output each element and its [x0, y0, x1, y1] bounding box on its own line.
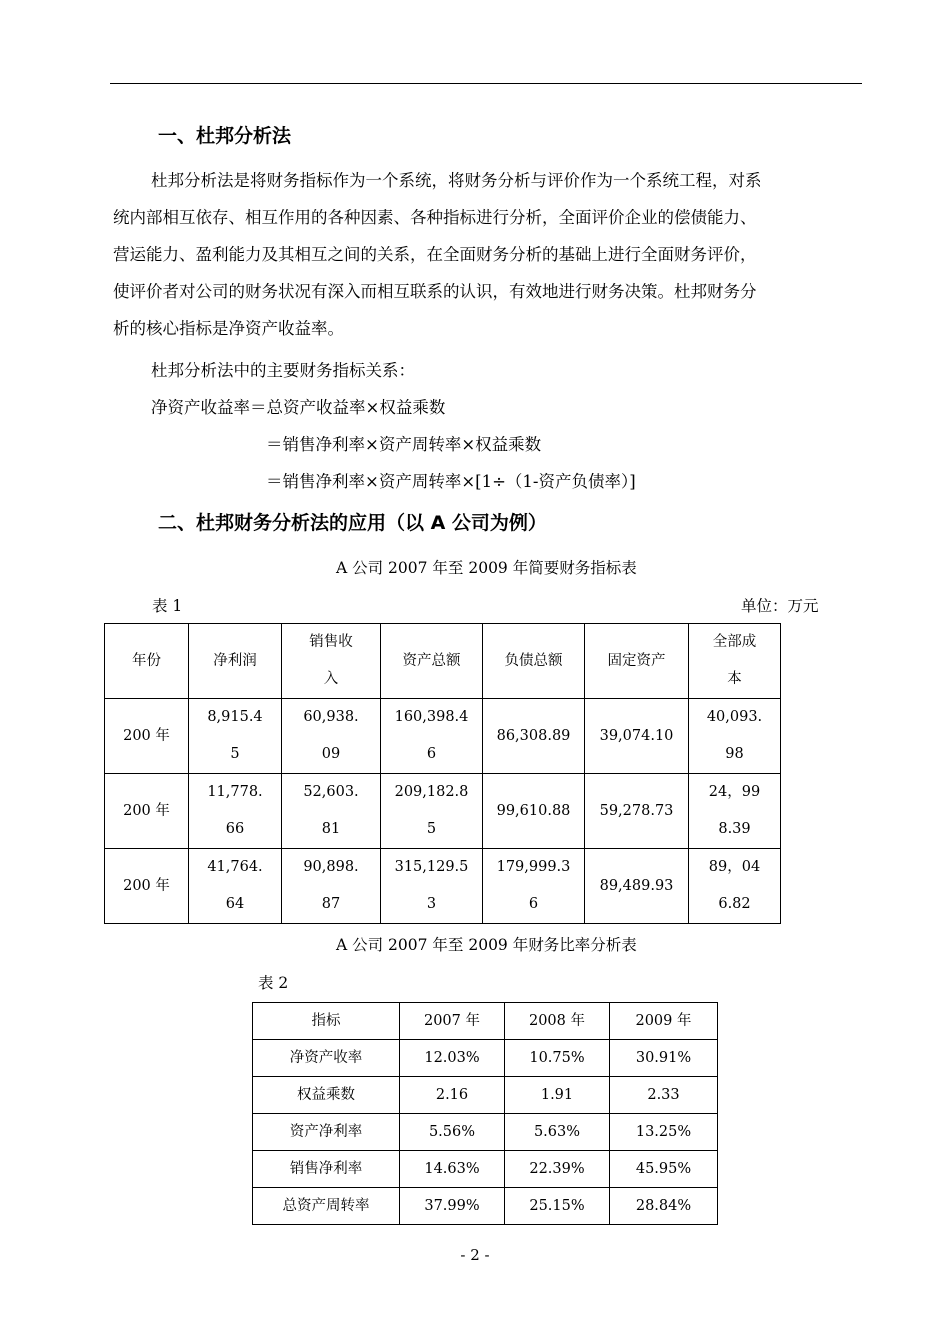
- paragraph-line: 杜邦分析法是将财务指标作为一个系统，将财务分析与评价作为一个系统工程，对系: [151, 171, 762, 190]
- table-cell: 86,308.89: [483, 699, 585, 774]
- table-cell: 28.84%: [610, 1188, 718, 1225]
- year-cell: 200 年: [105, 849, 189, 924]
- table-cell: 10.75%: [505, 1040, 610, 1077]
- table-cell: 209,182.85: [381, 774, 483, 849]
- header-cell: 资产总额: [381, 624, 483, 699]
- table-row: [105, 774, 781, 849]
- paragraph-line: 析的核心指标是净资产收益率。: [113, 319, 344, 338]
- table-cell: 30.91%: [610, 1040, 718, 1077]
- paragraph-line: 使评价者对公司的财务状况有深入而相互联系的认识，有效地进行财务决策。杜邦财务分: [113, 282, 757, 301]
- table-cell: 52,603.81: [282, 774, 381, 849]
- financial-ratio-table: [252, 1002, 718, 1225]
- table-row: [253, 1188, 718, 1225]
- header-cell: 销售收入: [282, 624, 381, 699]
- table-row: [105, 699, 781, 774]
- header-rule: [110, 83, 862, 84]
- header-cell: 负债总额: [483, 624, 585, 699]
- table-row: [105, 849, 781, 924]
- header-cell: 2009 年: [610, 1003, 718, 1040]
- table-row: [253, 1077, 718, 1114]
- table-cell: 160,398.46: [381, 699, 483, 774]
- year-cell: 200 年: [105, 699, 189, 774]
- table2-title: A 公司 2007 年至 2009 年财务比率分析表: [336, 936, 637, 954]
- header-cell: 全部成本: [689, 624, 781, 699]
- table-cell: 39,074.10: [585, 699, 689, 774]
- indicator-cell: 净资产收率: [253, 1040, 400, 1077]
- table-cell: 8,915.45: [189, 699, 282, 774]
- header-cell: 指标: [253, 1003, 400, 1040]
- page-number: - 2 -: [460, 1246, 490, 1264]
- table2-label: 表 2: [258, 974, 289, 992]
- table-cell: 14.63%: [400, 1151, 505, 1188]
- table-cell: 2.16: [400, 1077, 505, 1114]
- indicator-cell: 销售净利率: [253, 1151, 400, 1188]
- table-cell: 13.25%: [610, 1114, 718, 1151]
- section1-paragraph: [113, 162, 865, 347]
- header-cell: 固定资产: [585, 624, 689, 699]
- table-cell: 99,610.88: [483, 774, 585, 849]
- header-cell: 年份: [105, 624, 189, 699]
- table-cell: 45.95%: [610, 1151, 718, 1188]
- table-cell: 90,898.87: [282, 849, 381, 924]
- table-cell: 25.15%: [505, 1188, 610, 1225]
- table-cell: 11,778.66: [189, 774, 282, 849]
- table-cell: 5.63%: [505, 1114, 610, 1151]
- section1-heading: 一、杜邦分析法: [158, 125, 292, 147]
- indicator-cell: 权益乘数: [253, 1077, 400, 1114]
- table-cell: 1.91: [505, 1077, 610, 1114]
- year-cell: 200 年: [105, 774, 189, 849]
- table1-label: 表 1: [152, 597, 183, 615]
- table-cell: 89,489.93: [585, 849, 689, 924]
- table-cell: 315,129.53: [381, 849, 483, 924]
- table-cell: 89，046.82: [689, 849, 781, 924]
- table-cell: 12.03%: [400, 1040, 505, 1077]
- indicator-cell: 总资产周转率: [253, 1188, 400, 1225]
- paragraph-line: 统内部相互依存、相互作用的各种因素、各种指标进行分析，全面评价企业的偿债能力、: [113, 208, 757, 227]
- table-header-row: [253, 1003, 718, 1040]
- table1-title: A 公司 2007 年至 2009 年简要财务指标表: [336, 559, 637, 577]
- table-row: [253, 1040, 718, 1077]
- header-cell: 2007 年: [400, 1003, 505, 1040]
- table-cell: 22.39%: [505, 1151, 610, 1188]
- table-row: [253, 1151, 718, 1188]
- section2-heading: 二、杜邦财务分析法的应用（以 A 公司为例）: [158, 512, 547, 534]
- table-cell: 37.99%: [400, 1188, 505, 1225]
- paragraph-line: 营运能力、盈利能力及其相互之间的关系，在全面财务分析的基础上进行全面财务评价，: [113, 245, 757, 264]
- formula-line-1: 净资产收益率＝总资产收益率×权益乘数: [151, 398, 446, 417]
- financial-indicators-table: [104, 623, 781, 924]
- formula-line-2: ＝销售净利率×资产周转率×权益乘数: [266, 435, 542, 454]
- table-cell: 24，998.39: [689, 774, 781, 849]
- table-cell: 41,764.64: [189, 849, 282, 924]
- indicator-cell: 资产净利率: [253, 1114, 400, 1151]
- table-cell: 5.56%: [400, 1114, 505, 1151]
- table1-unit: 单位：万元: [741, 597, 819, 615]
- relation-intro: 杜邦分析法中的主要财务指标关系：: [151, 361, 415, 380]
- table-header-row: [105, 624, 781, 699]
- table-cell: 60,938.09: [282, 699, 381, 774]
- table-cell: 2.33: [610, 1077, 718, 1114]
- table-cell: 40,093.98: [689, 699, 781, 774]
- header-cell: 净利润: [189, 624, 282, 699]
- table-row: [253, 1114, 718, 1151]
- table-cell: 179,999.36: [483, 849, 585, 924]
- header-cell: 2008 年: [505, 1003, 610, 1040]
- table-cell: 59,278.73: [585, 774, 689, 849]
- formula-line-3: ＝销售净利率×资产周转率×[1÷（1-资产负债率）]: [266, 472, 636, 491]
